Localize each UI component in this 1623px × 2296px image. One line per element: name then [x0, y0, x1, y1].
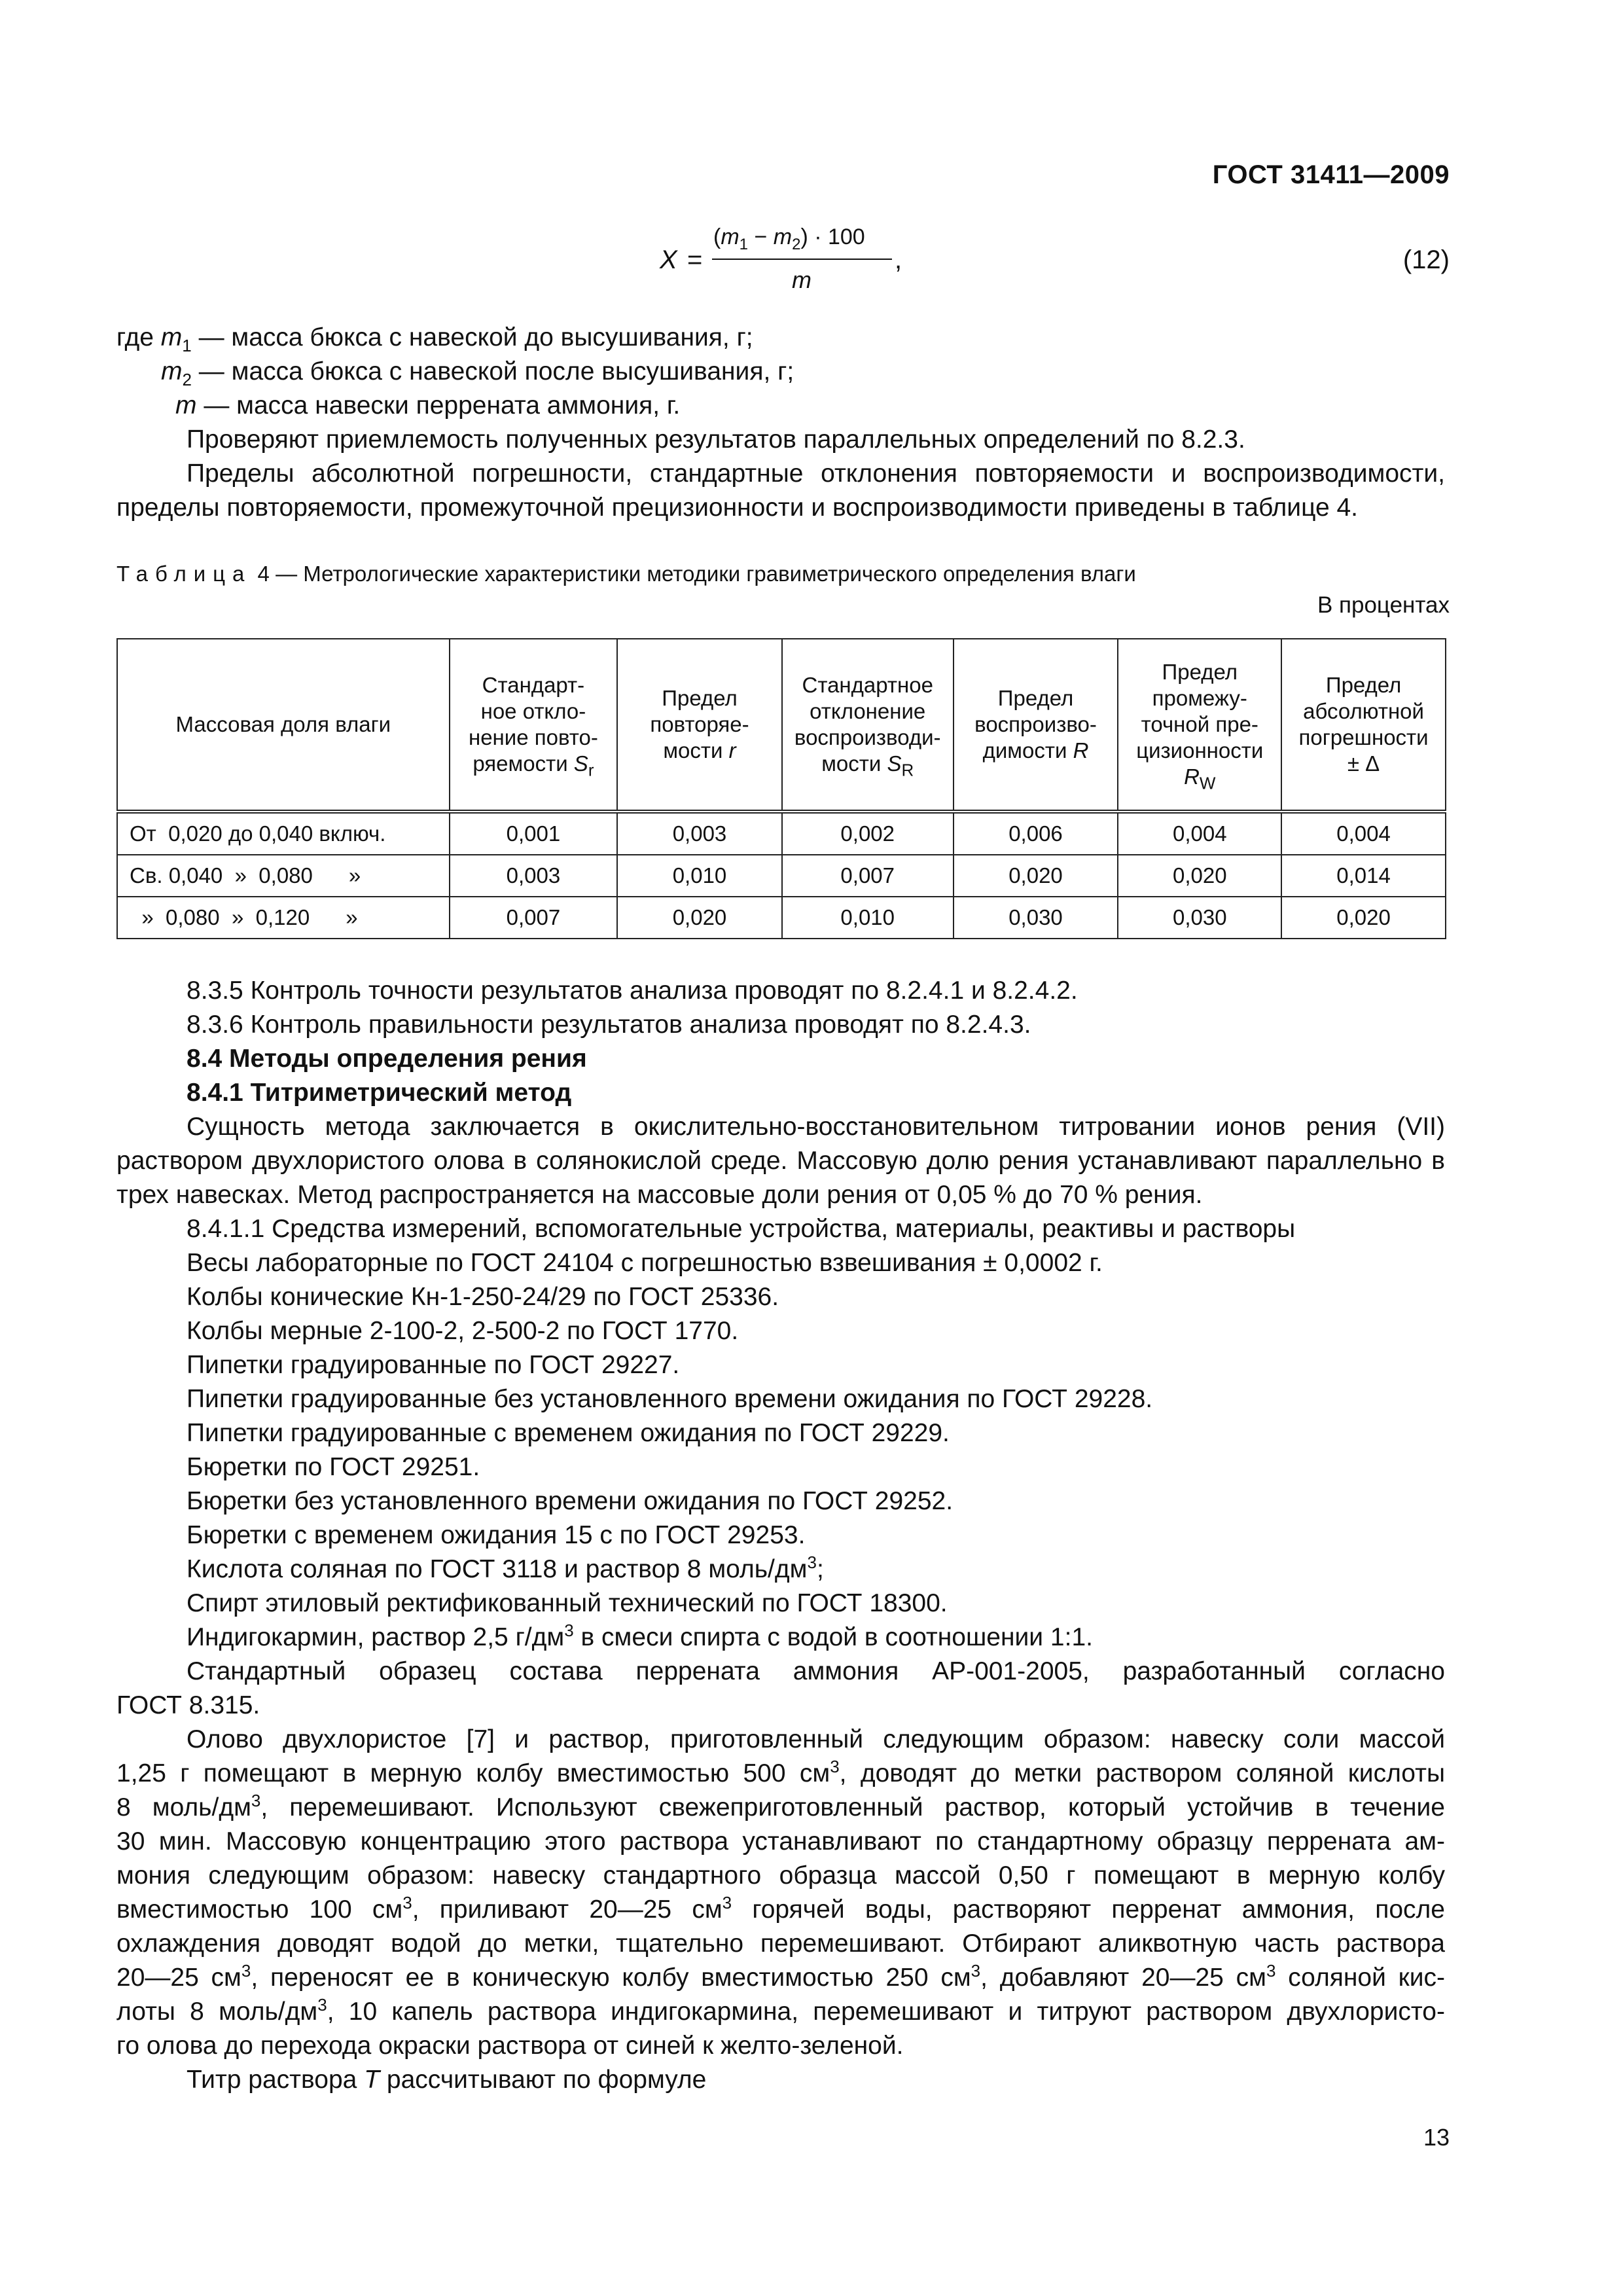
table-cell: 0,003 [450, 855, 618, 897]
list-item: Бюретки без установленного времени ожидания по ГОСТ 29252. [187, 1487, 954, 1515]
formula-denominator: m [792, 266, 812, 293]
list-item: Бюретки по ГОСТ 29251. [187, 1453, 480, 1481]
definition-m: m — масса навески пеpрената аммония, г. [175, 391, 681, 420]
list-item-indigo: Индигокармин, раствор 2,5 $г/дм^3$ в смеси спирта с водой в соотношении 1:1. [187, 1621, 1093, 1651]
table-cell: 0,030 [954, 897, 1118, 939]
list-item: Весы лабораторные по ГОСТ 24104 с погрешностью взвешивания ± 0,0002 г. [187, 1249, 1103, 1277]
formula-12 [0, 226, 1623, 304]
header-SR: Стандартное отклонение воспроизводи- мости $S_R$ [782, 639, 954, 812]
definition-m2: $m_2$ — масса бюкса с навеской после высушивания, г; [161, 357, 794, 389]
table-cell: 0,020 [1118, 855, 1281, 897]
tin-paragraph-line: 30 мин. Массовую концентрацию этого раствора устанавливают по стандартному образцу перрената ам- [116, 1827, 1445, 1856]
definitions-block [116, 321, 1445, 525]
list-item: Бюретки с временем ожидания 15 с по ГОСТ 29253. [187, 1521, 806, 1549]
table-cell: Св. 0,040 » 0,080 » [117, 855, 450, 897]
paragraph-8-3-6: 8.3.6 Контроль правильности результатов анализа проводят по 8.2.4.3. [187, 1011, 1031, 1039]
table-row [117, 812, 1446, 855]
header-delta: Предел абсолютной погрешности ± Δ [1281, 639, 1446, 812]
heading-8-4-1: 8.4.1 Титриметрический метод [187, 1079, 572, 1107]
table-row [117, 855, 1446, 897]
table-cell: От 0,020 до 0,040 включ. [117, 812, 450, 855]
table-cell: 0,030 [1118, 897, 1281, 939]
list-item-standard-line1: Стандартный образец состава перрената аммония АР-001-2005, разработанный согласно [187, 1657, 1445, 1685]
list-item-spirit: Спирт этиловый ректификованный технический по ГОСТ 18300. [187, 1589, 948, 1617]
tin-paragraph-line: го олова до перехода окраски раствора от синей к желто-зеленой. [116, 2032, 904, 2060]
table-cell: 0,014 [1281, 855, 1446, 897]
formula-lhs: X [660, 245, 677, 274]
tin-paragraph-line: 20—25 $см^3$, переносят ее в коническую колбу вместимостью 250 $см^3$, добавляют 20—25 $см^3$ соляной кис- [116, 1961, 1445, 1992]
document-header: ГОСТ 31411—2009 [1212, 160, 1450, 189]
table-cell: 0,020 [617, 897, 782, 939]
paragraph-titer: Титр раствора T рассчитывают по формуле [187, 2066, 707, 2094]
heading-8-4: 8.4 Методы определения рения [187, 1045, 587, 1073]
table-unit: В процентах [1317, 592, 1450, 618]
tin-paragraph-line: охлаждения доводят водой до метки, тщательно перемешивают. Отбирают аликвотную часть раствора [116, 1929, 1445, 1958]
table-cell: 0,007 [782, 855, 954, 897]
paragraph-method-essence: Сущность метода заключается в окислительно-восстановительном титровании ионов рения (VII) раствором двухлористого олова в солянокислой среде. Массовую долю рения устанавливают параллельно в трех навесках. Метод распространяется на массовые доли рения от 0,05 % до 70 % рения. [116, 1113, 1445, 1209]
table-cell: 0,020 [954, 855, 1118, 897]
table-cell: 0,006 [954, 812, 1118, 855]
table-header-row [117, 639, 1446, 812]
table-cell: 0,002 [782, 812, 954, 855]
header-sr: Стандарт- ное откло- нение повто- ряемости $S_r$ [450, 639, 618, 812]
list-item: Пипетки градуированные по ГОСТ 29227. [187, 1351, 680, 1379]
list-item-standard-line2: ГОСТ 8.315. [116, 1691, 260, 1719]
body-text [116, 974, 1445, 2097]
list-item-acid: Кислота соляная по ГОСТ 3118 и раствор 8 моль/$дм^3$; [187, 1552, 824, 1583]
formula-numerator: $(m_1 - m_2) \cdot 100$ [713, 224, 865, 253]
table-cell: 0,003 [617, 812, 782, 855]
formula-equals: = [687, 245, 703, 274]
tin-paragraph-line: Олово двухлористое [7] и раствор, приготовленный следующим образом: навеску соли массой [187, 1725, 1445, 1753]
table-cell: 0,010 [782, 897, 954, 939]
table-caption: Таблица 4 — Метрологические характеристики методики гравиметрического определения влаги [116, 562, 1136, 586]
tin-paragraph-line: лоты 8 моль/$дм^3$, 10 капель раствора индигокармина, перемешивают и титруют раствором двухлористо- [116, 1995, 1445, 2026]
table-cell: 0,004 [1281, 812, 1446, 855]
formula-number: (12) [1402, 245, 1450, 274]
table-cell: » 0,080 » 0,120 » [117, 897, 450, 939]
header-mass-fraction: Массовая доля влаги [117, 639, 450, 812]
tin-paragraph-line: мония следующим образом: навеску стандартного образца массой 0,50 г помещают в мерную колбу [116, 1861, 1445, 1890]
table-row [117, 897, 1446, 939]
paragraph-8-4-1-1: 8.4.1.1 Средства измерений, вспомогательные устройства, материалы, реактивы и растворы [187, 1215, 1296, 1243]
tin-paragraph-line: 1,25 г помещают в мерную колбу вместимостью 500 $см^3$, доводят до метки раствором соляной кислоты [116, 1757, 1445, 1787]
table-cell: 0,007 [450, 897, 618, 939]
page-number: 13 [1423, 2124, 1450, 2151]
table-cell: 0,001 [450, 812, 618, 855]
header-Rw: Предел промежу- точной пре- цизионности $R_W$ [1118, 639, 1281, 812]
fraction-bar [712, 259, 892, 260]
header-r: Предел повторяе- мости r [617, 639, 782, 812]
tin-paragraph-line: вместимостью 100 $см^3$, приливают 20—25 $см^3$ горячей воды, растворяют перренат аммония, после [116, 1893, 1445, 1924]
paragraph-8-3-5: 8.3.5 Контроль точности результатов анализа проводят по 8.2.4.1 и 8.2.4.2. [187, 977, 1078, 1005]
formula-comma: , [895, 245, 902, 274]
list-item: Колбы мерные 2-100-2, 2-500-2 по ГОСТ 1770. [187, 1317, 739, 1345]
table-cell: 0,010 [617, 855, 782, 897]
paragraph-table-ref: Пределы абсолютной погрешности, стандартные отклонения повторяемости и воспроизводимости, пределы повторяемости, промежуточной прецизионности и воспроизводимости приведены в таблице 4. [116, 459, 1445, 522]
paragraph-acceptance: Проверяют приемлемость полученных результатов параллельных определений по 8.2.3. [187, 425, 1245, 454]
metrology-table [116, 638, 1446, 939]
table-cell: 0,020 [1281, 897, 1446, 939]
list-item: Пипетки градуированные без установленного времени ожидания по ГОСТ 29228. [187, 1385, 1153, 1413]
table-cell: 0,004 [1118, 812, 1281, 855]
header-R: Предел воспроизво- димости R [954, 639, 1118, 812]
tin-paragraph-line: 8 моль/$дм^3$, перемешивают. Используют свежеприготовленный раствор, который устойчив в течение [116, 1791, 1446, 1821]
list-item: Колбы конические Кн-1-250-24/29 по ГОСТ 25336. [187, 1283, 779, 1311]
definition-m1: где $m_1$ — масса бюкса с навеской до высушивания, г; [116, 323, 753, 355]
list-item: Пипетки градуированные с временем ожидания по ГОСТ 29229. [187, 1419, 950, 1447]
